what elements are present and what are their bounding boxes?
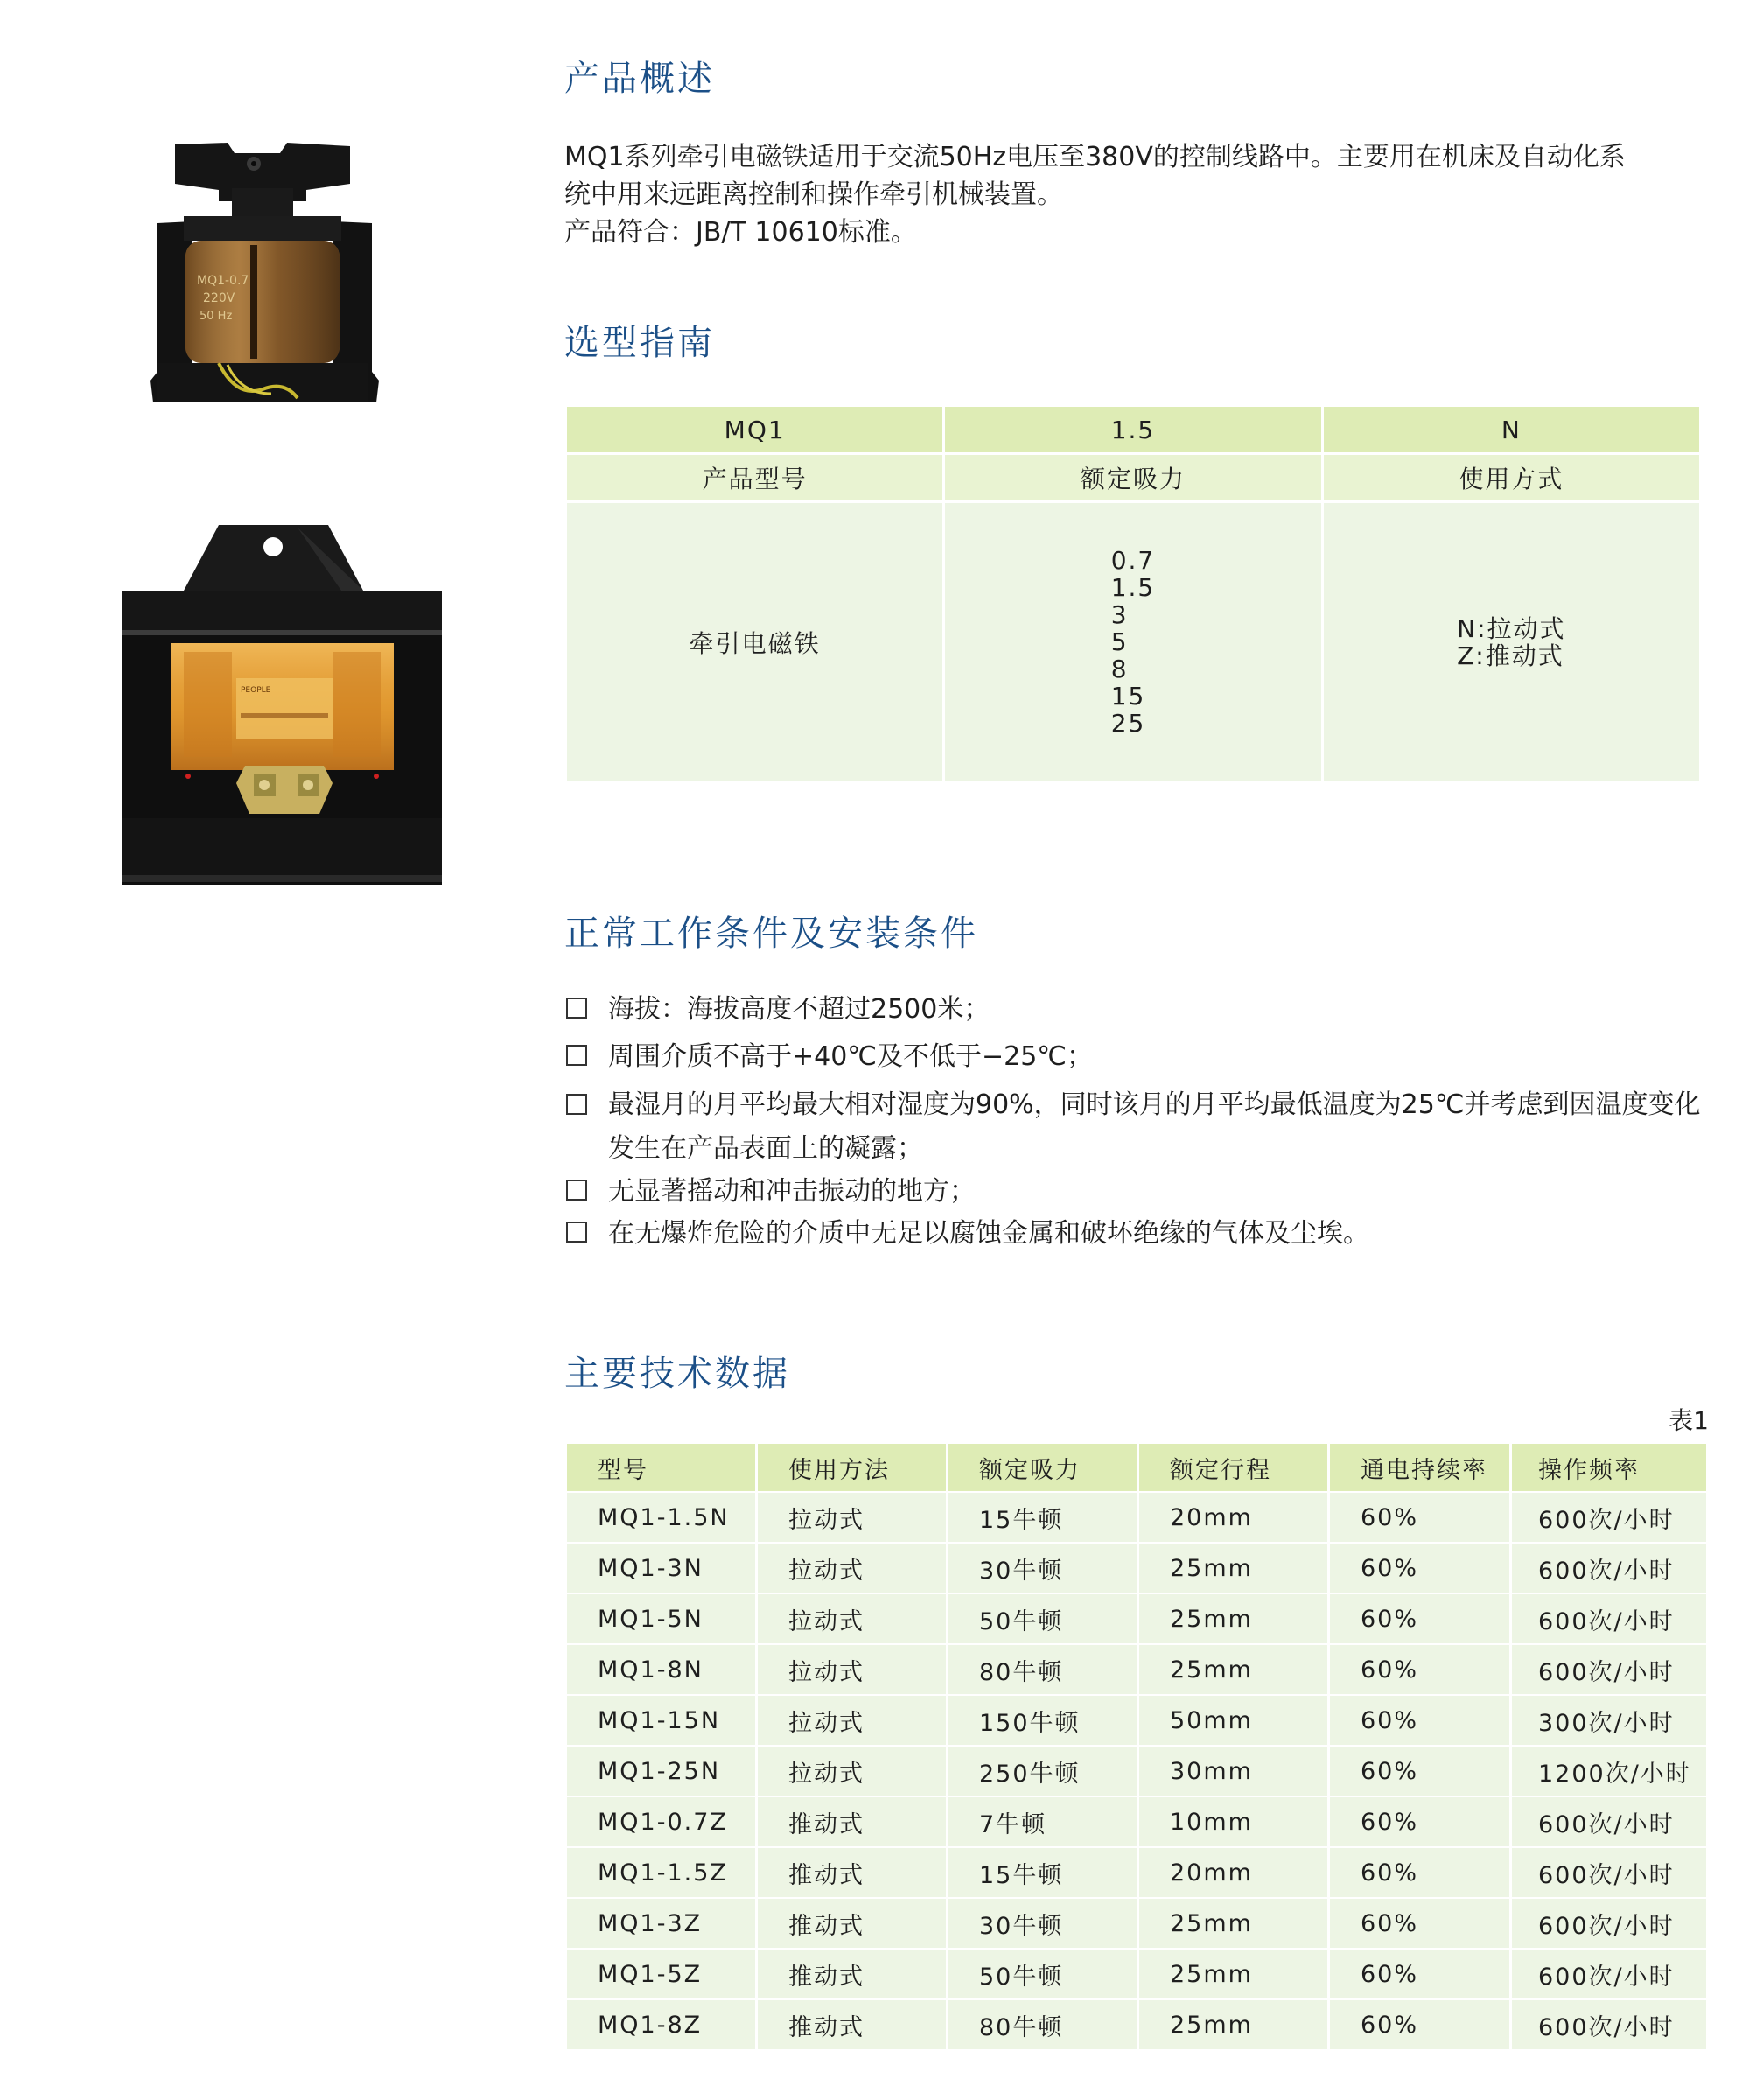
table-row [567,1492,1706,1543]
coil-label-voltage: 220V [203,291,235,305]
product-photo-small-electromagnet [131,136,394,429]
stroke-cell: 20mm [1138,1492,1329,1543]
table-row [567,1695,1706,1746]
duty-cell: 60% [1329,1999,1511,2050]
table-caption: 表1 [1669,1406,1709,1435]
section-title-guide: 选型指南 [564,323,715,363]
model-cell: MQ1-5N [567,1593,757,1644]
duty-cell: 60% [1329,1695,1511,1746]
frequency-cell: 1200次/小时 [1511,1746,1707,1796]
section-title-conditions: 正常工作条件及安装条件 [564,914,978,954]
column-header: 额定行程 [1138,1444,1329,1492]
column-header: 型号 [567,1444,757,1492]
force-value: 3 [1110,600,1129,629]
model-cell: MQ1-3N [567,1543,757,1593]
overview-line: 产品符合：JB/T 10610标准。 [564,217,917,248]
duty-cell: 60% [1329,1949,1511,1999]
condition-text: 在无爆炸危险的介质中无足以腐蚀金属和破坏绝缘的气体及尘埃。 [608,1218,1369,1249]
method-cell: 拉动式 [757,1543,948,1593]
stroke-cell: 25mm [1138,1949,1329,1999]
force-value: 15 [1110,682,1146,710]
model-cell: MQ1-1.5Z [567,1847,757,1898]
table-row [567,1746,1706,1796]
guide-label-cell: 额定吸力 [944,454,1322,502]
stroke-cell: 10mm [1138,1796,1329,1847]
coil-label-frequency: 50 Hz [200,310,233,323]
condition-item [564,989,1719,1031]
duty-cell: 60% [1329,1543,1511,1593]
model-cell: MQ1-0.7Z [567,1796,757,1847]
force-cell: 250牛顿 [948,1746,1138,1796]
force-cell: 50牛顿 [948,1593,1138,1644]
condition-text: 最湿月的月平均最大相对湿度为90%，同时该月的月平均最低温度为25℃并考虑到因温度变化发生在产品表面上的凝露； [608,1089,1701,1164]
model-cell: MQ1-8Z [567,1999,757,2050]
method-cell: 拉动式 [757,1593,948,1644]
force-cell: 150牛顿 [948,1695,1138,1746]
duty-cell: 60% [1329,1593,1511,1644]
frequency-cell: 600次/小时 [1511,1898,1707,1949]
table-row [567,1898,1706,1949]
method-cell: 推动式 [757,1847,948,1898]
model-cell: MQ1-15N [567,1695,757,1746]
force-cell: 30牛顿 [948,1898,1138,1949]
tech-table-body [567,1492,1706,2050]
guide-header-cell: 1.5 [944,406,1322,454]
frequency-cell: 600次/小时 [1511,1492,1707,1543]
force-cell: 30牛顿 [948,1543,1138,1593]
stroke-cell: 20mm [1138,1847,1329,1898]
stroke-cell: 25mm [1138,1543,1329,1593]
section-title-overview: 产品概述 [564,59,715,99]
frequency-cell: 600次/小时 [1511,1543,1707,1593]
method-cell: 拉动式 [757,1644,948,1695]
stroke-cell: 30mm [1138,1746,1329,1796]
force-cell: 15牛顿 [948,1492,1138,1543]
checkbox-icon [566,1180,587,1200]
condition-text: 周围介质不高于+40℃及不低于−25℃； [608,1041,1094,1072]
duty-cell: 60% [1329,1847,1511,1898]
duty-cell: 60% [1329,1492,1511,1543]
column-header: 额定吸力 [948,1444,1138,1492]
guide-forces-cell [944,502,1322,783]
condition-item [564,1083,1719,1171]
column-header: 通电持续率 [1329,1444,1511,1492]
table-row [567,1949,1706,1999]
force-cell: 80牛顿 [948,1999,1138,2050]
method-cell: 拉动式 [757,1492,948,1543]
stroke-cell: 25mm [1138,1593,1329,1644]
duty-cell: 60% [1329,1796,1511,1847]
force-value: 0.7 [1110,546,1156,575]
force-list [1111,547,1156,737]
force-cell: 7牛顿 [948,1796,1138,1847]
guide-product-cell: 牵引电磁铁 [566,502,944,783]
force-cell: 80牛顿 [948,1644,1138,1695]
checkbox-icon [566,998,587,1018]
frequency-cell: 600次/小时 [1511,1999,1707,2050]
stroke-cell: 25mm [1138,1644,1329,1695]
stroke-cell: 50mm [1138,1695,1329,1746]
frequency-cell: 600次/小时 [1511,1847,1707,1898]
frequency-cell: 600次/小时 [1511,1796,1707,1847]
conditions-list [564,989,1719,1255]
method-cell: 推动式 [757,1898,948,1949]
force-value: 8 [1110,654,1129,683]
method-cell: 推动式 [757,1796,948,1847]
table-row [567,1543,1706,1593]
table-row [567,1593,1706,1644]
frequency-cell: 600次/小时 [1511,1593,1707,1644]
checkbox-icon [566,1094,587,1115]
guide-label-cell: 使用方式 [1322,454,1700,502]
section-title-tech: 主要技术数据 [564,1354,790,1394]
method-cell: 推动式 [757,1949,948,1999]
model-cell: MQ1-5Z [567,1949,757,1999]
guide-modes-cell [1322,502,1700,783]
stroke-cell: 25mm [1138,1999,1329,2050]
coil-label-model: MQ1-0.7 [197,274,249,288]
frequency-cell: 300次/小时 [1511,1695,1707,1746]
table-row [567,1847,1706,1898]
overview-text [564,138,1711,251]
selection-guide-table [564,404,1702,784]
overview-line: 统中用来远距离控制和操作牵引机械装置。 [564,179,1063,210]
product-photo-large-electromagnet [122,521,446,897]
mode-value: Z:推动式 [1457,640,1564,670]
model-cell: MQ1-25N [567,1746,757,1796]
frequency-cell: 600次/小时 [1511,1949,1707,1999]
coil-label-brand: PEOPLE [241,686,271,695]
force-value: 1.5 [1110,573,1156,602]
table-row [567,1999,1706,2050]
guide-header-cell: MQ1 [566,406,944,454]
column-header: 操作频率 [1511,1444,1707,1492]
tech-data-table [567,1444,1706,2051]
stroke-cell: 25mm [1138,1898,1329,1949]
model-cell: MQ1-8N [567,1644,757,1695]
mode-value: N:拉动式 [1457,613,1566,643]
column-header: 使用方法 [757,1444,948,1492]
force-cell: 15牛顿 [948,1847,1138,1898]
method-cell: 拉动式 [757,1746,948,1796]
condition-item [564,1171,1719,1213]
guide-header-cell: N [1322,406,1700,454]
condition-item [564,1036,1719,1078]
condition-text: 海拔：海拔高度不超过2500米； [608,994,990,1025]
model-cell: MQ1-1.5N [567,1492,757,1543]
duty-cell: 60% [1329,1644,1511,1695]
mode-list [1457,615,1565,669]
method-cell: 拉动式 [757,1695,948,1746]
tech-header-row [567,1444,1706,1492]
duty-cell: 60% [1329,1746,1511,1796]
model-cell: MQ1-3Z [567,1898,757,1949]
duty-cell: 60% [1329,1898,1511,1949]
force-value: 5 [1110,627,1129,656]
guide-label-cell: 产品型号 [566,454,944,502]
condition-text: 无显著摇动和冲击振动的地方； [608,1176,976,1207]
checkbox-icon [566,1222,587,1242]
force-value: 25 [1110,709,1146,738]
frequency-cell: 600次/小时 [1511,1644,1707,1695]
condition-item [564,1213,1719,1255]
method-cell: 推动式 [757,1999,948,2050]
checkbox-icon [566,1045,587,1066]
table-row [567,1644,1706,1695]
force-cell: 50牛顿 [948,1949,1138,1999]
table-row [567,1796,1706,1847]
overview-line: MQ1系列牵引电磁铁适用于交流50Hz电压至380V的控制线路中。主要用在机床及自动化系 [564,142,1626,172]
